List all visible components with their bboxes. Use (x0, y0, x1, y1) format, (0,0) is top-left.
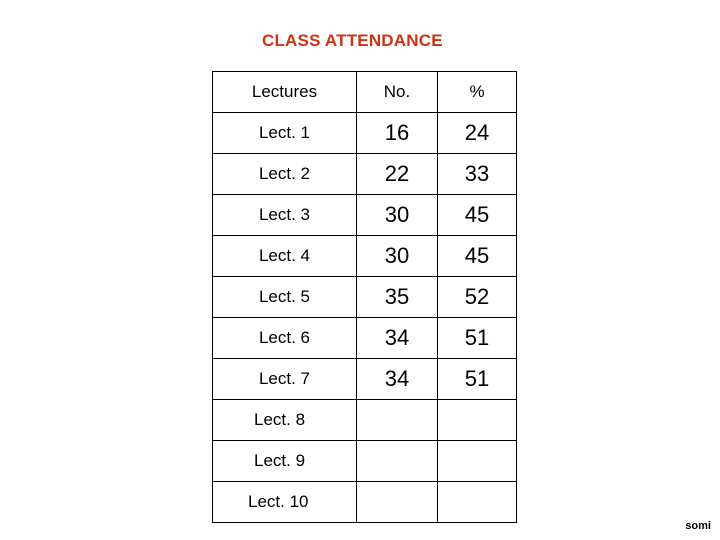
lecture-cell: Lect. 1 (213, 113, 357, 154)
number-cell (357, 441, 438, 482)
lecture-label: Lect. 9 (254, 451, 306, 470)
number-cell: 22 (357, 154, 438, 195)
table-row (213, 113, 517, 154)
header-number: No. (357, 72, 438, 113)
percent-cell (438, 400, 517, 441)
lecture-cell (213, 400, 357, 441)
percent-cell: 33 (438, 154, 517, 195)
table-row (213, 400, 517, 441)
author-signature: somi (685, 520, 711, 532)
number-cell: 30 (357, 236, 438, 277)
percent-cell: 45 (438, 195, 517, 236)
percent-cell (438, 482, 517, 523)
number-cell: 34 (357, 318, 438, 359)
table-row (213, 318, 517, 359)
lecture-cell: Lect. 4 (213, 236, 357, 277)
header-percent: % (438, 72, 517, 113)
lecture-label: Lect. 8 (254, 410, 306, 429)
lecture-cell (213, 482, 357, 523)
table-row (213, 277, 517, 318)
table-row (213, 441, 517, 482)
number-cell (357, 482, 438, 523)
page-title: CLASS ATTENDANCE (262, 31, 443, 50)
lecture-label: Lect. 10 (248, 492, 309, 511)
percent-cell: 51 (438, 318, 517, 359)
table-row (213, 154, 517, 195)
percent-cell: 45 (438, 236, 517, 277)
percent-cell: 52 (438, 277, 517, 318)
header-lectures: Lectures (213, 72, 357, 113)
table-row (213, 482, 517, 523)
lecture-cell: Lect. 3 (213, 195, 357, 236)
table-row (213, 359, 517, 400)
lecture-cell: Lect. 7 (213, 359, 357, 400)
number-cell: 16 (357, 113, 438, 154)
number-cell (357, 400, 438, 441)
number-cell: 30 (357, 195, 438, 236)
table-row (213, 236, 517, 277)
percent-cell (438, 441, 517, 482)
lecture-cell: Lect. 5 (213, 277, 357, 318)
number-cell: 34 (357, 359, 438, 400)
lecture-cell: Lect. 2 (213, 154, 357, 195)
lecture-cell (213, 441, 357, 482)
lecture-cell: Lect. 6 (213, 318, 357, 359)
percent-cell: 24 (438, 113, 517, 154)
number-cell: 35 (357, 277, 438, 318)
table-row (213, 195, 517, 236)
attendance-table (212, 71, 517, 523)
percent-cell: 51 (438, 359, 517, 400)
table-header-row (213, 72, 517, 113)
